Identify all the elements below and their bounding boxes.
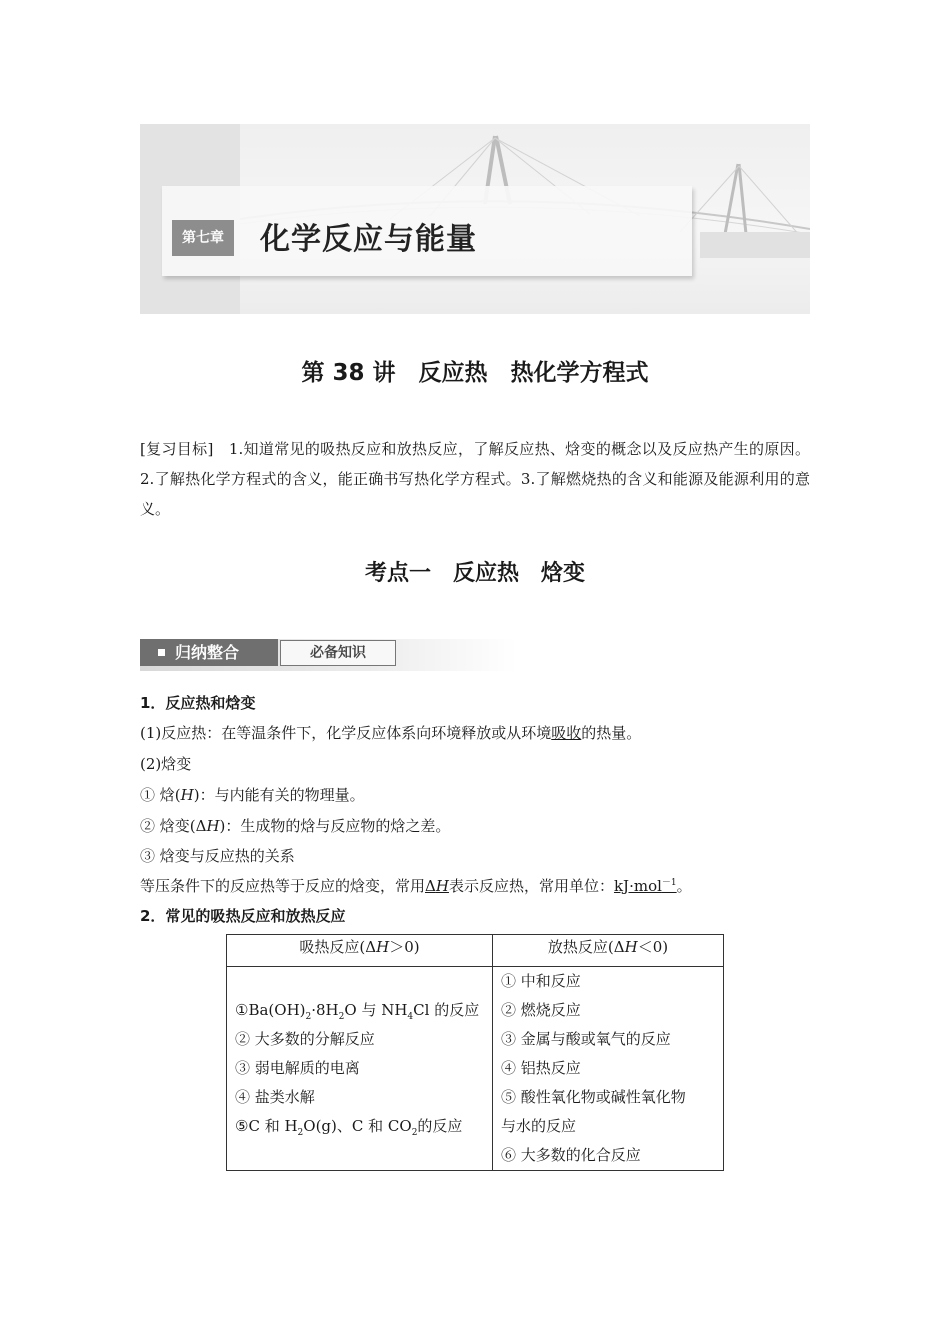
- subscript: 2: [305, 1012, 312, 1022]
- review-objectives: [140, 434, 810, 524]
- list-item: ⑥ 大多数的化合反应: [501, 1146, 641, 1164]
- list-item: [235, 1112, 484, 1141]
- list-item: ⑤ 酸性氧化物或碱性氧化物: [501, 1088, 686, 1106]
- text-segment: 。: [676, 877, 692, 895]
- section-tag-primary: [140, 639, 278, 666]
- text-segment: ＜0): [637, 938, 669, 956]
- symbol-h: H: [376, 938, 390, 956]
- text-segment: 的反应: [417, 1117, 463, 1135]
- subscript: 2: [297, 1128, 304, 1138]
- text-segment: ＞0): [389, 938, 420, 956]
- cell-exothermic-list: [493, 967, 724, 1171]
- chapter-badge: 第七章: [172, 220, 234, 256]
- text-segment: 放热反应(Δ: [547, 938, 625, 956]
- list-item: ④ 铝热反应: [501, 1059, 581, 1077]
- header-exothermic: [493, 935, 724, 967]
- cell-endothermic-list: [227, 967, 493, 1171]
- subscript: 4: [407, 1012, 414, 1022]
- symbol-h: H: [180, 786, 194, 804]
- text-segment: kJ·mol: [613, 877, 662, 895]
- superscript: －1: [661, 878, 677, 888]
- text-relation-heading: ③ 焓变与反应热的关系: [140, 847, 295, 865]
- text-segment: (1)反应热：在等温条件下，化学反应体系向环境释放或从环境: [140, 724, 552, 742]
- text-relation-definition: [140, 875, 692, 896]
- lecture-title: 第 38 讲 反应热 热化学方程式: [301, 360, 649, 386]
- text-segment: 等压条件下的反应热等于反应的焓变，常用: [140, 877, 426, 895]
- underlined-term: [425, 877, 449, 895]
- chapter-title: 化学反应与能量: [260, 222, 477, 257]
- text-segment: ⑤C 和 H: [235, 1117, 298, 1135]
- heading-reaction-types: 2．常见的吸热反应和放热反应: [140, 907, 346, 925]
- square-bullet-icon: [158, 649, 165, 656]
- text-segment: ·8H: [311, 1001, 339, 1019]
- subscript: 2: [411, 1128, 418, 1138]
- table-header-row: [227, 935, 724, 967]
- text-segment: )：与内能有关的物理量。: [193, 786, 365, 804]
- text-segment: 吸热反应(Δ: [299, 938, 377, 956]
- header-endothermic: [227, 935, 493, 967]
- text-segment: ① 焓(: [140, 786, 181, 804]
- symbol-h: H: [624, 938, 638, 956]
- text-segment: O 与 NH: [344, 1001, 408, 1019]
- list-item: ① 中和反应: [501, 972, 581, 990]
- objectives-text: 1.知道常见的吸热反应和放热反应，了解反应热、焓变的概念以及反应热产生的原因。2.了解热化学方程式的含义，能正确书写热化学方程式。3.了解燃烧热的含义和能源及能源利用的意义。: [140, 440, 810, 518]
- subscript: 2: [338, 1012, 345, 1022]
- list-item: ② 燃烧反应: [501, 1001, 581, 1019]
- list-item: [235, 996, 484, 1025]
- text-segment: Δ: [425, 877, 436, 895]
- section-title: 考点一 反应热 焓变: [364, 561, 585, 586]
- text-enthalpy-change-definition: [140, 815, 450, 836]
- text-segment: 表示反应热，常用单位：: [448, 877, 614, 895]
- heading-reaction-heat: 1．反应热和焓变: [140, 694, 256, 712]
- underlined-term: 吸收: [551, 724, 582, 742]
- reaction-types-table: [226, 934, 724, 1171]
- text-segment: 的热量。: [581, 724, 642, 742]
- table-row: [227, 967, 724, 1171]
- list-item: 与水的反应: [501, 1117, 577, 1135]
- chapter-banner: [140, 124, 810, 314]
- list-item: ③ 弱电解质的电离: [235, 1059, 360, 1077]
- text-segment: Cl 的反应: [413, 1001, 480, 1019]
- text-segment: )：生成物的焓与反应物的焓之差。: [219, 817, 451, 835]
- objectives-label: [复习目标]: [140, 440, 214, 458]
- text-reaction-heat-definition: [140, 722, 641, 743]
- underlined-unit: [614, 877, 677, 895]
- text-enthalpy-change-heading: (2)焓变: [140, 755, 192, 773]
- symbol-h: H: [206, 817, 220, 835]
- text-enthalpy-definition: [140, 784, 365, 805]
- list-item: ④ 盐类水解: [235, 1088, 315, 1106]
- text-segment: O(g)、C 和 CO: [303, 1117, 412, 1135]
- tag-primary-label: 归纳整合: [175, 643, 240, 662]
- list-item: ② 大多数的分解反应: [235, 1030, 375, 1048]
- text-segment: ①Ba(OH): [235, 1001, 306, 1019]
- symbol-h: H: [435, 877, 449, 895]
- list-item: ③ 金属与酸或氧气的反应: [501, 1030, 671, 1048]
- section-tag-secondary: 必备知识: [280, 640, 396, 666]
- text-segment: ② 焓变(Δ: [140, 817, 207, 835]
